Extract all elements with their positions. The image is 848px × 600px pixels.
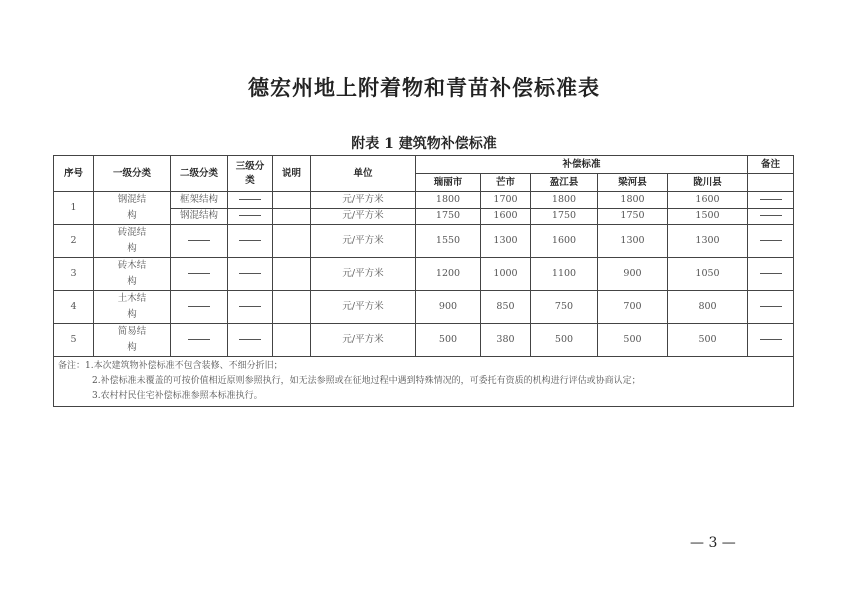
desc-cell bbox=[273, 291, 311, 324]
compensation-table bbox=[53, 155, 794, 407]
level2-cell bbox=[171, 258, 228, 291]
note-3: 3.农村村民住宅补偿标准参照本标准执行。 bbox=[92, 391, 263, 401]
header-no: 序号 bbox=[54, 156, 94, 192]
value-cell: 1800 bbox=[598, 192, 668, 209]
value-cell: 500 bbox=[531, 324, 598, 357]
desc-cell bbox=[273, 225, 311, 258]
value-cell: 850 bbox=[481, 291, 531, 324]
level3-cell bbox=[228, 324, 273, 357]
level3-cell bbox=[228, 192, 273, 209]
page-number: — 3 — bbox=[690, 535, 736, 551]
level3-cell bbox=[228, 258, 273, 291]
level1-cell: 土木结构 bbox=[94, 291, 171, 324]
value-cell: 1800 bbox=[531, 192, 598, 209]
note-2: 2.补偿标准未覆盖的可按价值相近原则参照执行，如无法参照或在征地过程中遇到特殊情况的，可委托有资质的机构进行评估或协商认定； bbox=[92, 376, 641, 386]
table-caption: 附表 1 建筑物补偿标准 bbox=[351, 136, 497, 152]
dash bbox=[760, 339, 782, 340]
dash bbox=[239, 215, 261, 216]
desc-cell bbox=[273, 208, 311, 225]
value-cell: 1000 bbox=[481, 258, 531, 291]
level1-cell: 砖木结构 bbox=[94, 258, 171, 291]
value-cell: 1050 bbox=[668, 258, 748, 291]
level2-cell bbox=[171, 324, 228, 357]
row-number: 3 bbox=[54, 258, 94, 291]
remark-cell bbox=[748, 258, 794, 291]
dash bbox=[239, 339, 261, 340]
table-row bbox=[54, 324, 794, 357]
value-cell: 1750 bbox=[598, 208, 668, 225]
value-cell: 1700 bbox=[481, 192, 531, 209]
dash bbox=[188, 273, 210, 274]
level2-cell bbox=[171, 291, 228, 324]
dash bbox=[760, 273, 782, 274]
dash bbox=[188, 306, 210, 307]
remark-cell bbox=[748, 208, 794, 225]
unit-cell: 元/平方米 bbox=[311, 291, 416, 324]
level1-cell: 钢混结构 bbox=[94, 192, 171, 225]
header-desc: 说明 bbox=[273, 156, 311, 192]
dash bbox=[760, 306, 782, 307]
notes-cell bbox=[54, 357, 794, 407]
dash bbox=[239, 306, 261, 307]
header-region: 芒市 bbox=[481, 174, 531, 192]
header-level1: 一级分类 bbox=[94, 156, 171, 192]
table-row bbox=[54, 258, 794, 291]
unit-cell: 元/平方米 bbox=[311, 324, 416, 357]
row-number: 2 bbox=[54, 225, 94, 258]
value-cell: 1300 bbox=[668, 225, 748, 258]
value-cell: 1550 bbox=[416, 225, 481, 258]
table-row bbox=[54, 225, 794, 258]
level1-cell: 简易结构 bbox=[94, 324, 171, 357]
table-row bbox=[54, 192, 794, 209]
header-unit: 单位 bbox=[311, 156, 416, 192]
value-cell: 1500 bbox=[668, 208, 748, 225]
value-cell: 1800 bbox=[416, 192, 481, 209]
remark-cell bbox=[748, 324, 794, 357]
value-cell: 1750 bbox=[531, 208, 598, 225]
value-cell: 500 bbox=[598, 324, 668, 357]
row-number: 5 bbox=[54, 324, 94, 357]
document-title: 德宏州地上附着物和青苗补偿标准表 bbox=[248, 75, 600, 100]
value-cell: 1600 bbox=[668, 192, 748, 209]
value-cell: 750 bbox=[531, 291, 598, 324]
level3-cell bbox=[228, 291, 273, 324]
level3-cell bbox=[228, 208, 273, 225]
desc-cell bbox=[273, 192, 311, 209]
desc-cell bbox=[273, 324, 311, 357]
header-remark-empty bbox=[748, 174, 794, 192]
header-level3: 三级分类 bbox=[228, 156, 273, 192]
unit-cell: 元/平方米 bbox=[311, 208, 416, 225]
level1-cell: 砖混结构 bbox=[94, 225, 171, 258]
dash bbox=[760, 240, 782, 241]
level3-cell bbox=[228, 225, 273, 258]
level2-cell bbox=[171, 225, 228, 258]
value-cell: 800 bbox=[668, 291, 748, 324]
value-cell: 1600 bbox=[481, 208, 531, 225]
header-remark: 备注 bbox=[748, 156, 794, 174]
unit-cell: 元/平方米 bbox=[311, 258, 416, 291]
value-cell: 380 bbox=[481, 324, 531, 357]
value-cell: 500 bbox=[668, 324, 748, 357]
value-cell: 1750 bbox=[416, 208, 481, 225]
value-cell: 1300 bbox=[481, 225, 531, 258]
value-cell: 700 bbox=[598, 291, 668, 324]
remark-cell bbox=[748, 291, 794, 324]
row-number: 4 bbox=[54, 291, 94, 324]
header-region: 盈江县 bbox=[531, 174, 598, 192]
unit-cell: 元/平方米 bbox=[311, 192, 416, 209]
note-1: 备注：1.本次建筑物补偿标准不包含装修、不细分折旧； bbox=[58, 361, 283, 371]
remark-cell bbox=[748, 192, 794, 209]
level2-cell: 钢混结构 bbox=[171, 208, 228, 225]
desc-cell bbox=[273, 258, 311, 291]
level2-cell: 框架结构 bbox=[171, 192, 228, 209]
dash bbox=[239, 273, 261, 274]
value-cell: 1200 bbox=[416, 258, 481, 291]
table-row bbox=[54, 291, 794, 324]
header-standard: 补偿标准 bbox=[416, 156, 748, 174]
value-cell: 500 bbox=[416, 324, 481, 357]
remark-cell bbox=[748, 225, 794, 258]
value-cell: 900 bbox=[598, 258, 668, 291]
unit-cell: 元/平方米 bbox=[311, 225, 416, 258]
dash bbox=[760, 215, 782, 216]
header-level2: 二级分类 bbox=[171, 156, 228, 192]
value-cell: 1600 bbox=[531, 225, 598, 258]
dash bbox=[760, 199, 782, 200]
header-region: 梁河县 bbox=[598, 174, 668, 192]
dash bbox=[239, 199, 261, 200]
header-region: 瑞丽市 bbox=[416, 174, 481, 192]
header-region: 陇川县 bbox=[668, 174, 748, 192]
value-cell: 1300 bbox=[598, 225, 668, 258]
dash bbox=[188, 339, 210, 340]
value-cell: 900 bbox=[416, 291, 481, 324]
value-cell: 1100 bbox=[531, 258, 598, 291]
dash bbox=[188, 240, 210, 241]
row-number: 1 bbox=[54, 192, 94, 225]
dash bbox=[239, 240, 261, 241]
